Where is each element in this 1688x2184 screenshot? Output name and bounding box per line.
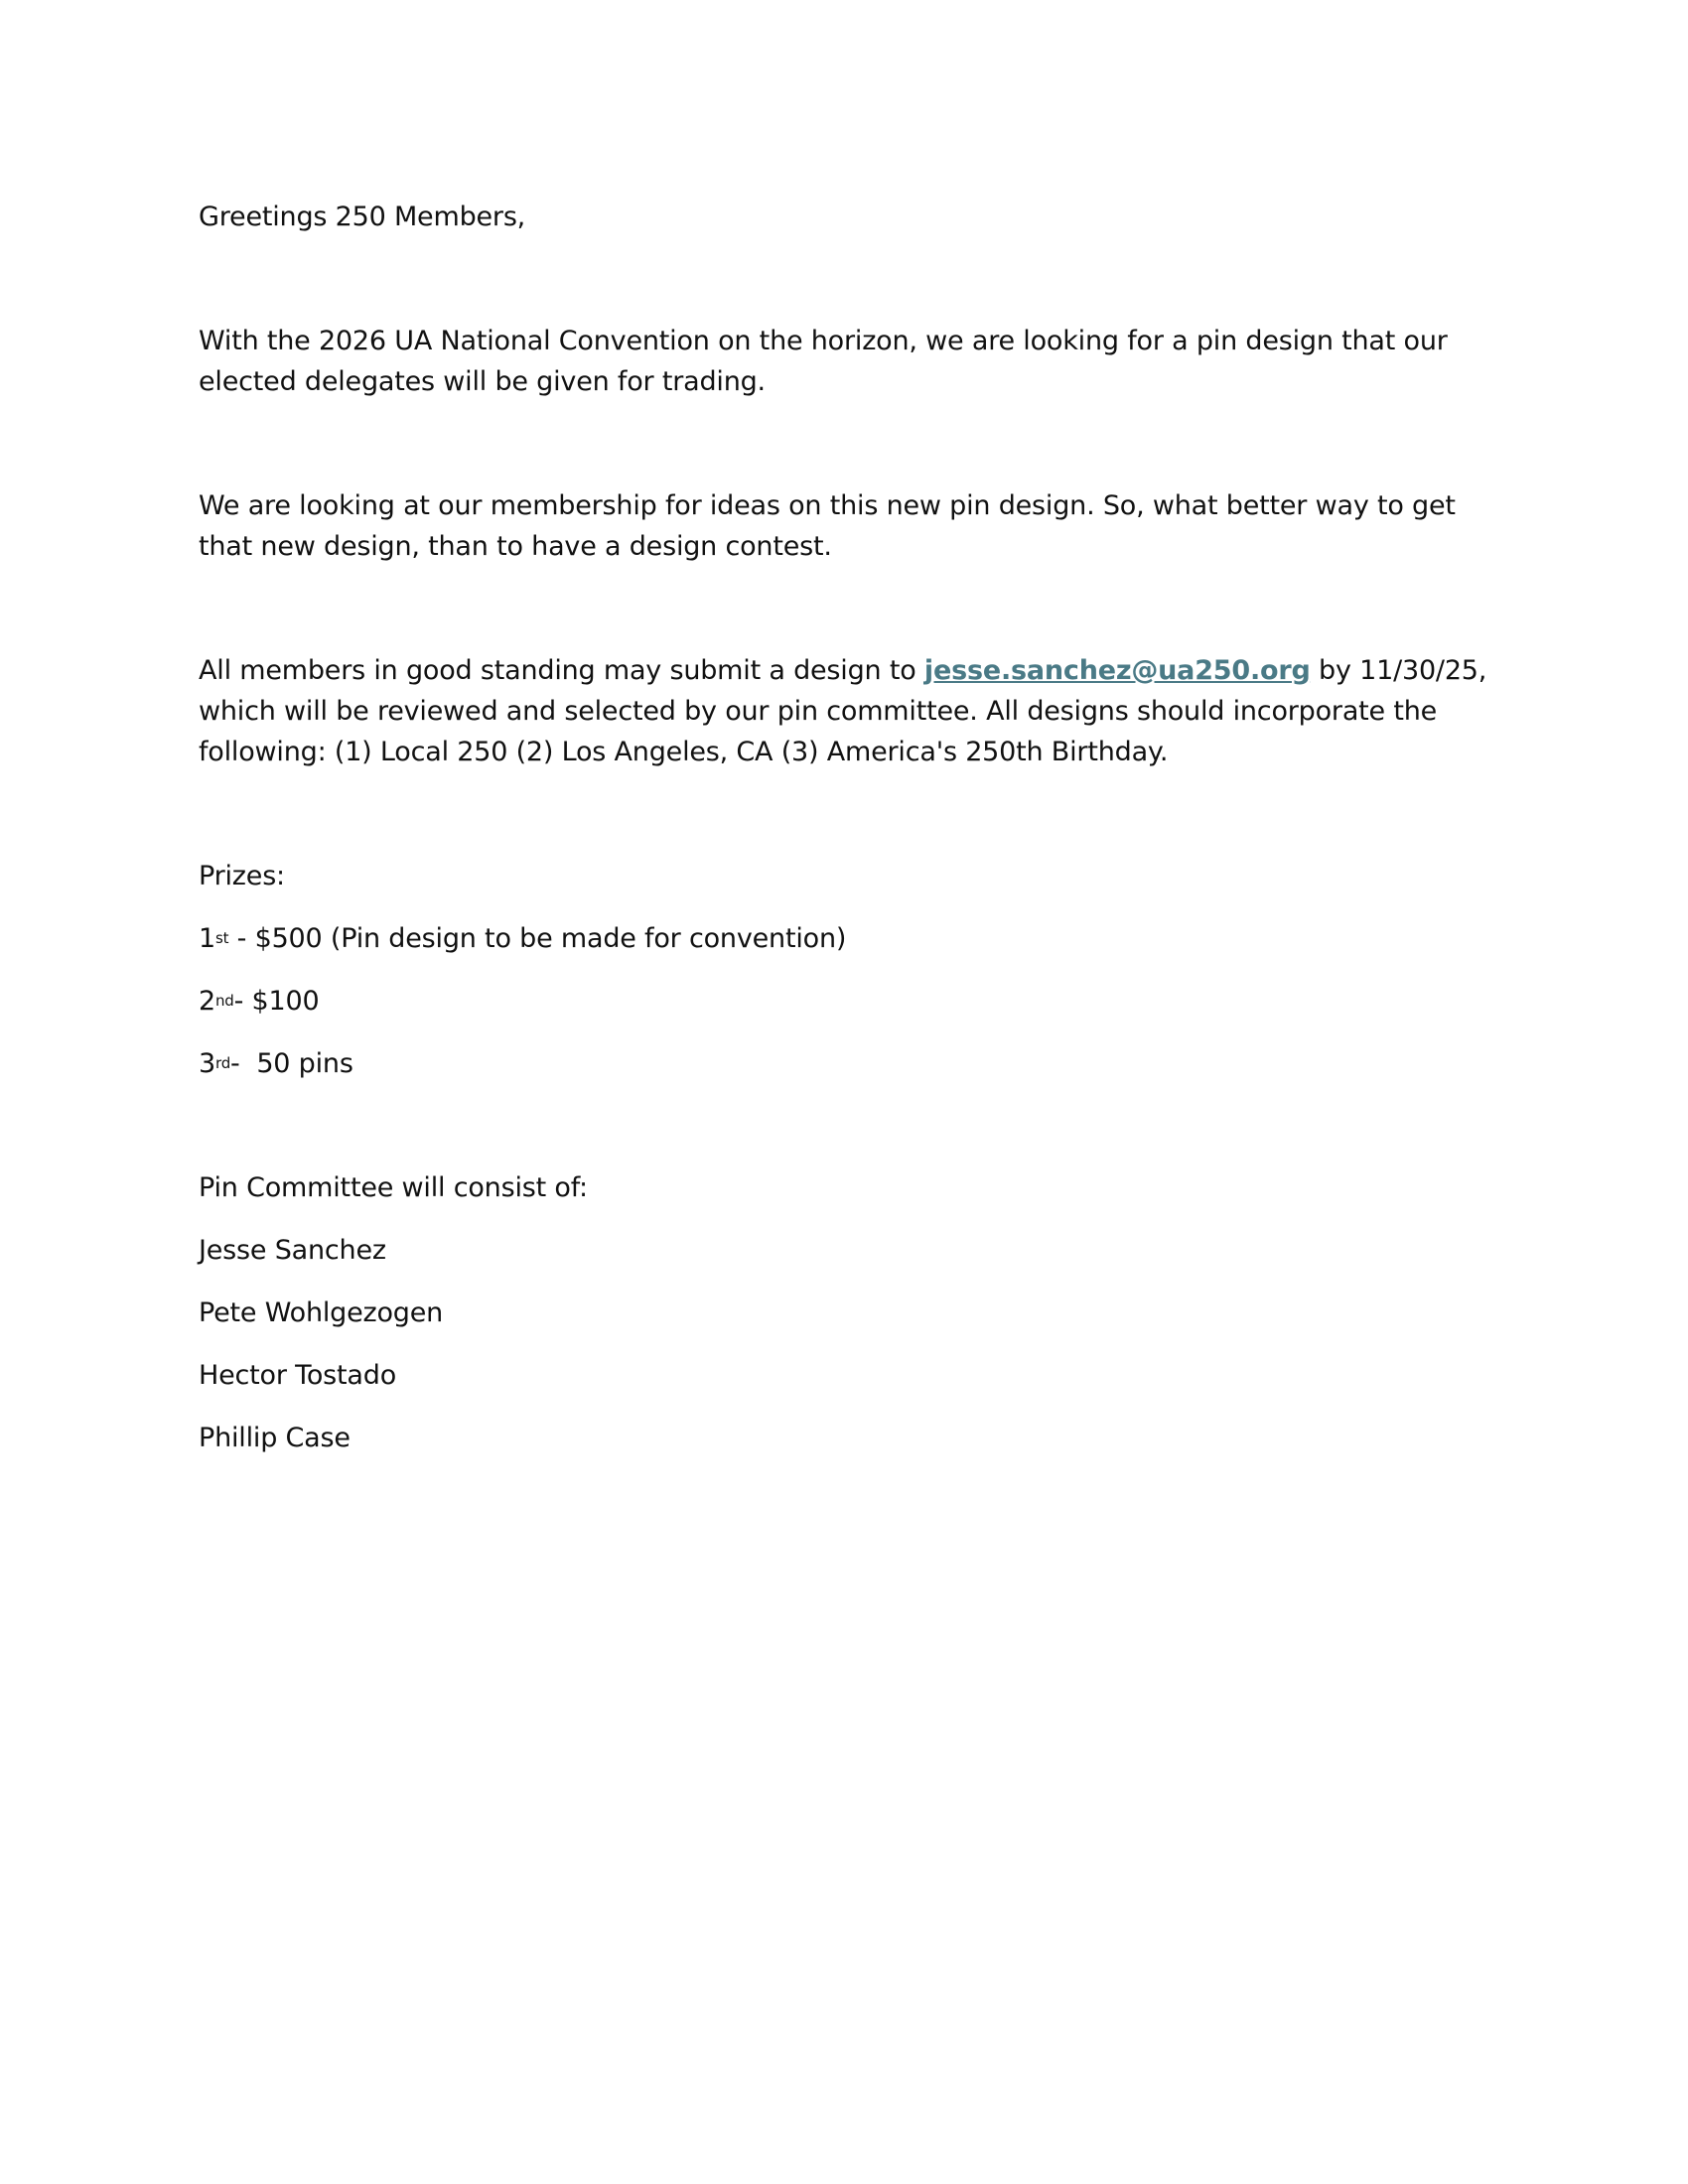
prize-first-suffix: st <box>214 929 229 947</box>
committee-member: Jesse Sanchez <box>199 1235 386 1266</box>
prize-first <box>199 918 1489 959</box>
committee-member: Pete Wohlgezogen <box>199 1297 444 1328</box>
submission-text-after: by 11/30/25, which will be reviewed and selected by our pin committee. All designs should incorporate the following: (1) Local 250 (2) Los Angeles, CA (3) America's 250th Birthday. <box>199 655 1487 767</box>
prize-second-text: - $100 <box>233 986 320 1017</box>
paragraph-contest: We are looking at our membership for ideas on this new pin design. So, what better way to get that new design, than to have a design contest. <box>199 490 1456 562</box>
submission-text-before: All members in good standing may submit a design to <box>199 655 924 686</box>
prize-first-text: - $500 (Pin design to be made for convention) <box>228 923 847 954</box>
prize-third-place: 3 <box>199 1048 215 1079</box>
prize-third-suffix: rd <box>214 1054 231 1072</box>
prize-third-text: - 50 pins <box>230 1048 353 1079</box>
prize-second-suffix: nd <box>214 992 234 1010</box>
letter-body <box>199 197 1489 1480</box>
committee-member: Hector Tostado <box>199 1360 397 1391</box>
greeting: Greetings 250 Members, <box>199 202 526 232</box>
committee-member: Phillip Case <box>199 1423 351 1453</box>
committee-heading: Pin Committee will consist of: <box>199 1172 588 1203</box>
paragraph-submission <box>199 650 1489 772</box>
prize-second <box>199 981 1489 1022</box>
email-link[interactable]: jesse.sanchez@ua250.org <box>923 655 1311 686</box>
prize-first-place: 1 <box>199 923 215 954</box>
prizes-heading: Prizes: <box>199 861 285 891</box>
prize-second-place: 2 <box>199 986 215 1017</box>
paragraph-convention: With the 2026 UA National Convention on the horizon, we are looking for a pin design that our elected delegates will be given for trading. <box>199 326 1448 397</box>
prize-third <box>199 1043 1489 1084</box>
